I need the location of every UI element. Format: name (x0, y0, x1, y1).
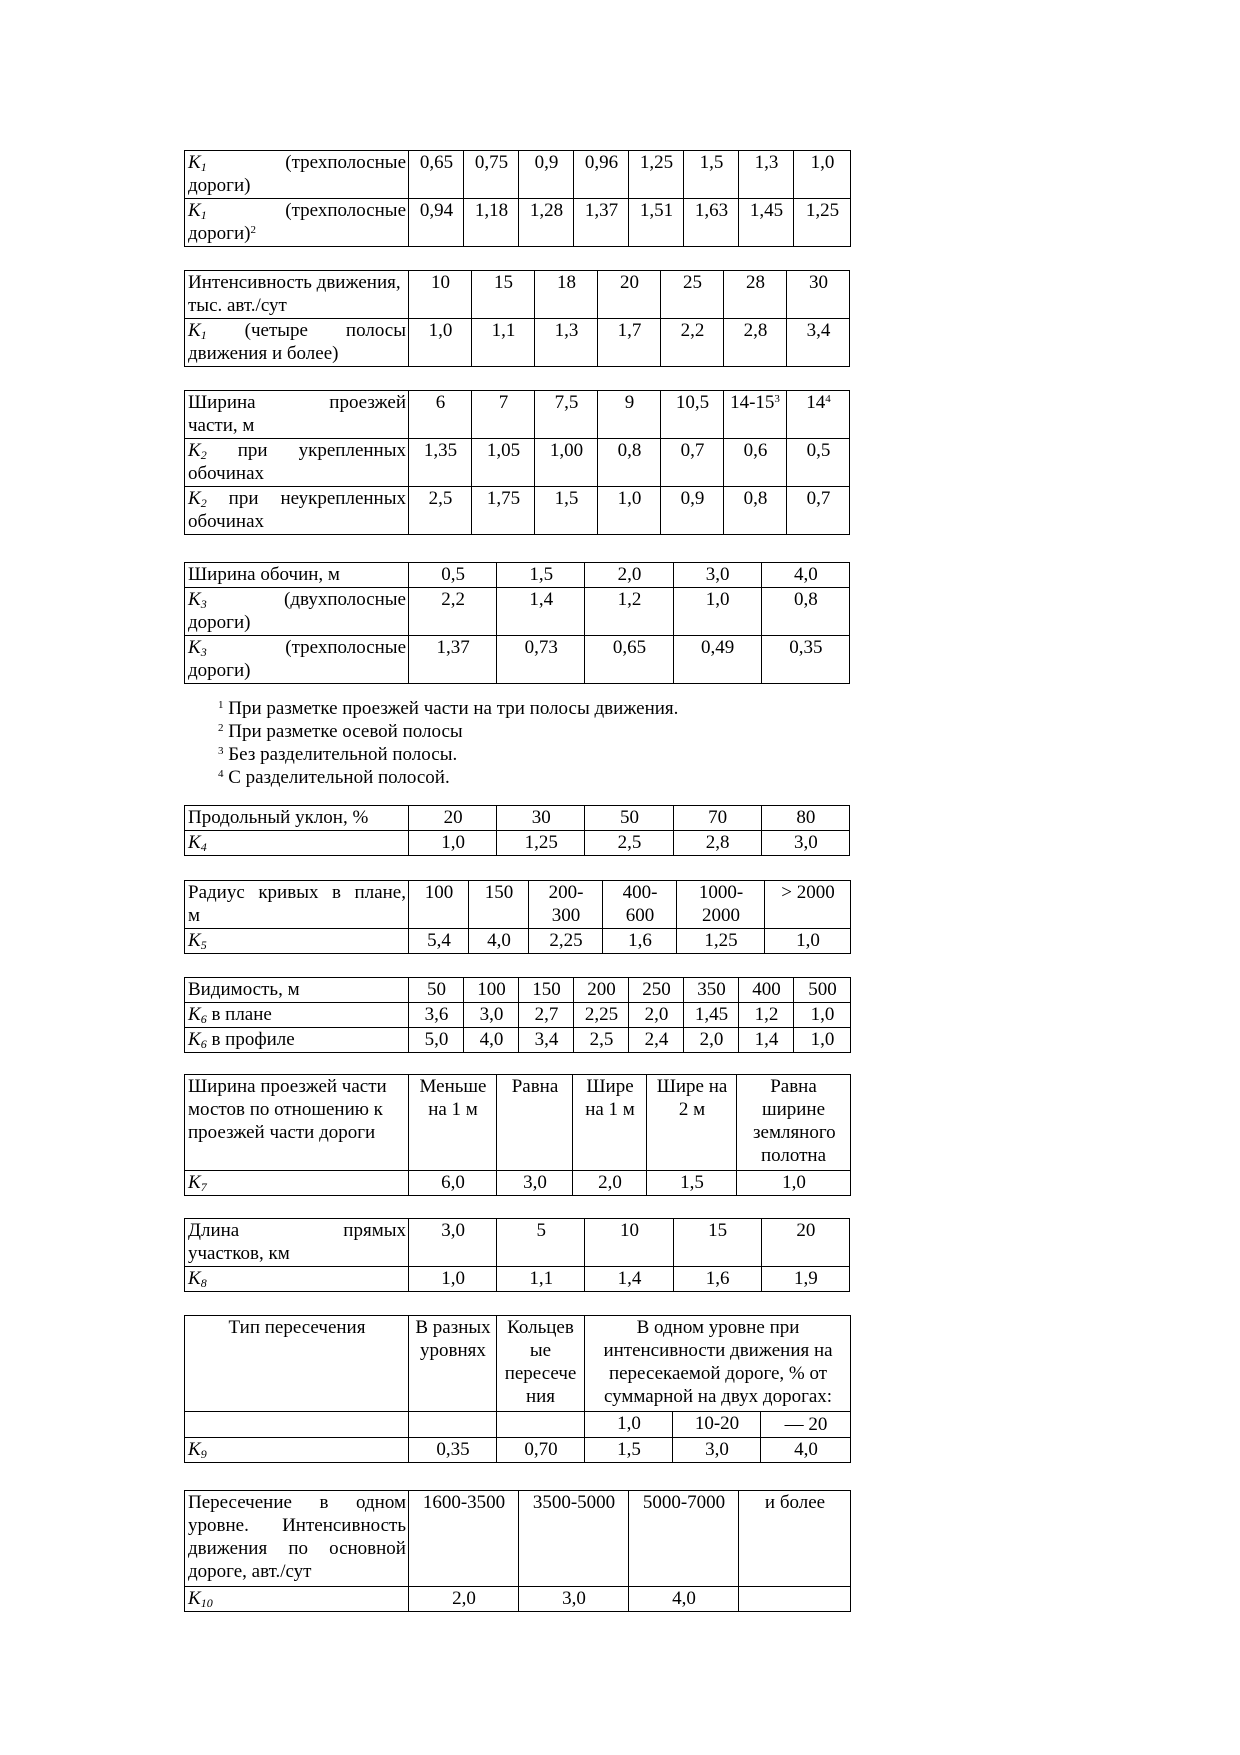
row-label: Продольный уклон, % (185, 806, 409, 831)
table-row (185, 1587, 851, 1612)
table-cell: В одном уровне при интенсивности движения на пересекаемой дороге, % от суммарной на двух дорогах: (585, 1316, 851, 1412)
table-cell: 1,7 (598, 319, 661, 367)
row-label: $K_5$ (185, 929, 409, 954)
table-cell: В разных уровнях (409, 1316, 497, 1412)
table-cell: 20 (761, 1219, 849, 1267)
table-cell: 2,25 (529, 929, 603, 954)
row-label: $K_1$ (трехполосные дороги) (185, 151, 409, 199)
row-label: Ширина проезжей части мостов по отношению к проезжей части дороги (185, 1075, 409, 1171)
table-cell: 1,0 (598, 487, 661, 535)
table-cell: 20 (409, 806, 497, 831)
table-cell: 4,0 (761, 563, 849, 588)
table-cell: 2,0 (629, 1003, 684, 1028)
table-cell: 10-20 (673, 1412, 761, 1438)
table-cell: 0,8 (724, 487, 787, 535)
row-label: $K_3$ (двухполосные дороги) (185, 588, 409, 636)
table-cell: 2,4 (629, 1028, 684, 1053)
table-cell: 1,9 (761, 1267, 849, 1292)
table-row (185, 319, 850, 367)
table-cell: Меньше на 1 м (409, 1075, 497, 1171)
table-cell: 1,37 (574, 199, 629, 247)
table-cell: 5 (497, 1219, 585, 1267)
table-cell: 0,94 (409, 199, 464, 247)
table-row (185, 806, 850, 831)
intersection-type-table (184, 1315, 850, 1463)
table-row (185, 199, 851, 247)
table-cell: 1,25 (497, 831, 585, 856)
table-cell: 1,6 (603, 929, 677, 954)
table-cell: 0,9 (519, 151, 574, 199)
row-label: $K_6$ в плане (185, 1003, 409, 1028)
table-cell: $14^4$ (787, 391, 850, 439)
row-label: Радиус кривых в плане, м (185, 881, 409, 929)
table-row (185, 1219, 850, 1267)
table-cell: 3,0 (519, 1587, 629, 1612)
table-cell: 0,5 (787, 439, 850, 487)
table-cell: 10,5 (661, 391, 724, 439)
table-cell: 3,0 (761, 831, 849, 856)
table-cell: 15 (472, 271, 535, 319)
table-cell: 400 (739, 978, 794, 1003)
table-cell: 1,45 (739, 199, 794, 247)
table-cell: 3,6 (409, 1003, 464, 1028)
table-cell: 1,45 (684, 1003, 739, 1028)
table-cell (409, 1412, 497, 1438)
table-cell: > 2000 (765, 881, 851, 929)
table-cell: 3,0 (497, 1171, 573, 1196)
carriageway-width-table (184, 390, 850, 535)
footnote: $^4$ С разделительной полосой. (218, 767, 450, 788)
table-cell: 500 (794, 978, 851, 1003)
table-cell: 2,2 (409, 588, 497, 636)
table-cell: 2,5 (574, 1028, 629, 1053)
table-cell: 7,5 (535, 391, 598, 439)
table-row (185, 881, 851, 929)
table-cell: 5000-7000 (629, 1491, 739, 1587)
k1-three-lane-table (184, 150, 850, 247)
table-cell: 1,0 (409, 831, 497, 856)
table-cell: 1,0 (409, 1267, 497, 1292)
straight-length-table (184, 1218, 850, 1292)
row-label: Ширина проезжей части, м (185, 391, 409, 439)
row-label: $K_1$ (трехполосные дороги)$^2$ (185, 199, 409, 247)
table-cell: 2,5 (409, 487, 472, 535)
table-cell: 0,49 (673, 636, 761, 684)
table-cell: 0,70 (497, 1438, 585, 1463)
table-cell: 20 (598, 271, 661, 319)
table-cell: 3500-5000 (519, 1491, 629, 1587)
table-cell: 1,4 (739, 1028, 794, 1053)
table-cell: 1,2 (585, 588, 673, 636)
table-cell: 30 (497, 806, 585, 831)
row-label: $K_3$ (трехполосные дороги) (185, 636, 409, 684)
table-cell: 50 (585, 806, 673, 831)
table-cell (739, 1587, 851, 1612)
table-cell: 18 (535, 271, 598, 319)
table-cell: 150 (469, 881, 529, 929)
table-row (185, 978, 851, 1003)
table-cell: 3,4 (787, 319, 850, 367)
table-cell: 1,0 (673, 588, 761, 636)
row-label: $K_6$ в профиле (185, 1028, 409, 1053)
table-cell: 0,65 (409, 151, 464, 199)
table-cell: 1,0 (409, 319, 472, 367)
table-cell: 350 (684, 978, 739, 1003)
table-cell: 1,25 (794, 199, 851, 247)
table-cell: 2,0 (409, 1587, 519, 1612)
table-cell: 1,63 (684, 199, 739, 247)
table-cell: 1,5 (647, 1171, 737, 1196)
table-cell: 0,75 (464, 151, 519, 199)
table-cell: — 20 (761, 1412, 851, 1438)
table-cell: 0,96 (574, 151, 629, 199)
row-label: $K_8$ (185, 1267, 409, 1292)
table-row (185, 563, 850, 588)
footnote: $^1$ При разметке проезжей части на три полосы движения. (218, 698, 679, 719)
table-cell: 1,5 (585, 1438, 673, 1463)
table-cell: 1,2 (739, 1003, 794, 1028)
table-cell: 2,8 (673, 831, 761, 856)
row-label: $K_1$ (четыре полосы движения и более) (185, 319, 409, 367)
table-cell: 1,0 (765, 929, 851, 954)
table-cell: 0,8 (761, 588, 849, 636)
table-cell: 2,25 (574, 1003, 629, 1028)
table-cell: 80 (761, 806, 849, 831)
table-cell: 3,0 (673, 563, 761, 588)
table-cell: 28 (724, 271, 787, 319)
table-cell: 1,3 (739, 151, 794, 199)
table-row (185, 151, 851, 199)
table-cell: 0,7 (661, 439, 724, 487)
table-cell: 2,0 (585, 563, 673, 588)
table-cell: 0,35 (409, 1438, 497, 1463)
table-row (185, 271, 850, 319)
table-cell: 1,05 (472, 439, 535, 487)
table-cell: 15 (673, 1219, 761, 1267)
table-cell: 3,4 (519, 1028, 574, 1053)
table-row (185, 1491, 851, 1587)
table-cell: 1000- 2000 (677, 881, 765, 929)
table-row (185, 1003, 851, 1028)
table-row (185, 391, 850, 439)
table-row (185, 487, 850, 535)
table-cell: 9 (598, 391, 661, 439)
table-cell: 2,0 (684, 1028, 739, 1053)
table-cell: 1,25 (629, 151, 684, 199)
bridge-width-table (184, 1074, 850, 1196)
table-cell: 50 (409, 978, 464, 1003)
table-cell: 10 (409, 271, 472, 319)
table-cell: Кольцев ые пересече ния (497, 1316, 585, 1412)
row-label: Тип пересечения (185, 1316, 409, 1412)
table-cell: 100 (464, 978, 519, 1003)
table-cell: 1,4 (585, 1267, 673, 1292)
row-label: $K_{10}$ (185, 1587, 409, 1612)
table-cell: 2,5 (585, 831, 673, 856)
table-cell: 4,0 (469, 929, 529, 954)
table-cell: 100 (409, 881, 469, 929)
table-cell: 1,5 (684, 151, 739, 199)
table-cell: $14-15^3$ (724, 391, 787, 439)
row-label: $K_7$ (185, 1171, 409, 1196)
footnotes (218, 697, 678, 789)
table-cell: 1,28 (519, 199, 574, 247)
table-row (185, 1438, 851, 1463)
curve-radius-table (184, 880, 850, 954)
table-cell: 1,0 (794, 1003, 851, 1028)
table-cell: 25 (661, 271, 724, 319)
table-row (185, 1267, 850, 1292)
table-cell: 1,18 (464, 199, 519, 247)
row-label: $K_4$ (185, 831, 409, 856)
table-cell: 200 (574, 978, 629, 1003)
table-cell: 2,7 (519, 1003, 574, 1028)
table-cell: 1,0 (737, 1171, 851, 1196)
table-cell: 3,0 (673, 1438, 761, 1463)
table-cell: 1,0 (794, 151, 851, 199)
table-row (185, 439, 850, 487)
table-cell: 1,75 (472, 487, 535, 535)
row-label: $K_9$ (185, 1438, 409, 1463)
table-cell: 1,00 (535, 439, 598, 487)
table-cell: 4,0 (761, 1438, 851, 1463)
row-label: Пересечение в одном уровне. Интенсивность движения по основной дороге, авт./сут (185, 1491, 409, 1587)
table-cell: 1,37 (409, 636, 497, 684)
table-cell: 10 (585, 1219, 673, 1267)
table-cell (185, 1412, 409, 1438)
row-label: $K_2$ при неукрепленных обочинах (185, 487, 409, 535)
shoulder-width-table (184, 562, 850, 684)
table-cell: 0,6 (724, 439, 787, 487)
table-cell: 0,65 (585, 636, 673, 684)
table-cell: 70 (673, 806, 761, 831)
row-label: Интенсивность движения, тыс. авт./сут (185, 271, 409, 319)
table-cell: Равна ширине земляного полотна (737, 1075, 851, 1171)
table-row (185, 831, 850, 856)
table-row (185, 1316, 851, 1412)
table-cell: 1,25 (677, 929, 765, 954)
table-cell: Шире на 2 м (647, 1075, 737, 1171)
table-cell: 1,1 (472, 319, 535, 367)
row-label: Длина прямых участков, км (185, 1219, 409, 1267)
table-cell: 250 (629, 978, 684, 1003)
traffic-intensity-table (184, 270, 850, 367)
table-cell: 1,6 (673, 1267, 761, 1292)
table-cell: Равна (497, 1075, 573, 1171)
table-cell: 0,73 (497, 636, 585, 684)
gradient-table (184, 805, 850, 856)
row-label: $K_2$ при укрепленных обочинах (185, 439, 409, 487)
table-cell: Шире на 1 м (573, 1075, 647, 1171)
table-cell: 1,35 (409, 439, 472, 487)
table-cell: 1,5 (535, 487, 598, 535)
table-row (185, 1412, 851, 1438)
table-cell: 3,0 (409, 1219, 497, 1267)
visibility-table (184, 977, 850, 1053)
table-cell: 1,0 (585, 1412, 673, 1438)
table-cell: 0,35 (761, 636, 849, 684)
table-row (185, 929, 851, 954)
table-cell: 400- 600 (603, 881, 677, 929)
table-row (185, 636, 850, 684)
table-cell: 6,0 (409, 1171, 497, 1196)
table-cell: 150 (519, 978, 574, 1003)
footnote: $^3$ Без разделительной полосы. (218, 744, 458, 765)
table-row (185, 1171, 851, 1196)
table-cell: 1,1 (497, 1267, 585, 1292)
row-label: Видимость, м (185, 978, 409, 1003)
table-cell: 0,8 (598, 439, 661, 487)
table-cell: 200- 300 (529, 881, 603, 929)
table-cell: 3,0 (464, 1003, 519, 1028)
table-cell: 0,9 (661, 487, 724, 535)
row-label: Ширина обочин, м (185, 563, 409, 588)
table-cell: 0,5 (409, 563, 497, 588)
table-cell: и более (739, 1491, 851, 1587)
table-cell: 1600-3500 (409, 1491, 519, 1587)
table-cell: 1,4 (497, 588, 585, 636)
at-grade-intensity-table (184, 1490, 850, 1612)
table-row (185, 588, 850, 636)
table-cell (497, 1412, 585, 1438)
table-row (185, 1028, 851, 1053)
table-cell: 1,5 (497, 563, 585, 588)
table-cell: 1,3 (535, 319, 598, 367)
table-cell: 4,0 (464, 1028, 519, 1053)
footnote: $^2$ При разметке осевой полосы (218, 721, 463, 742)
table-cell: 1,0 (794, 1028, 851, 1053)
table-cell: 2,2 (661, 319, 724, 367)
table-cell: 4,0 (629, 1587, 739, 1612)
table-cell: 1,51 (629, 199, 684, 247)
table-cell: 0,7 (787, 487, 850, 535)
table-cell: 5,0 (409, 1028, 464, 1053)
table-cell: 7 (472, 391, 535, 439)
table-cell: 5,4 (409, 929, 469, 954)
table-row (185, 1075, 851, 1171)
table-cell: 30 (787, 271, 850, 319)
table-cell: 2,0 (573, 1171, 647, 1196)
table-cell: 6 (409, 391, 472, 439)
table-cell: 2,8 (724, 319, 787, 367)
